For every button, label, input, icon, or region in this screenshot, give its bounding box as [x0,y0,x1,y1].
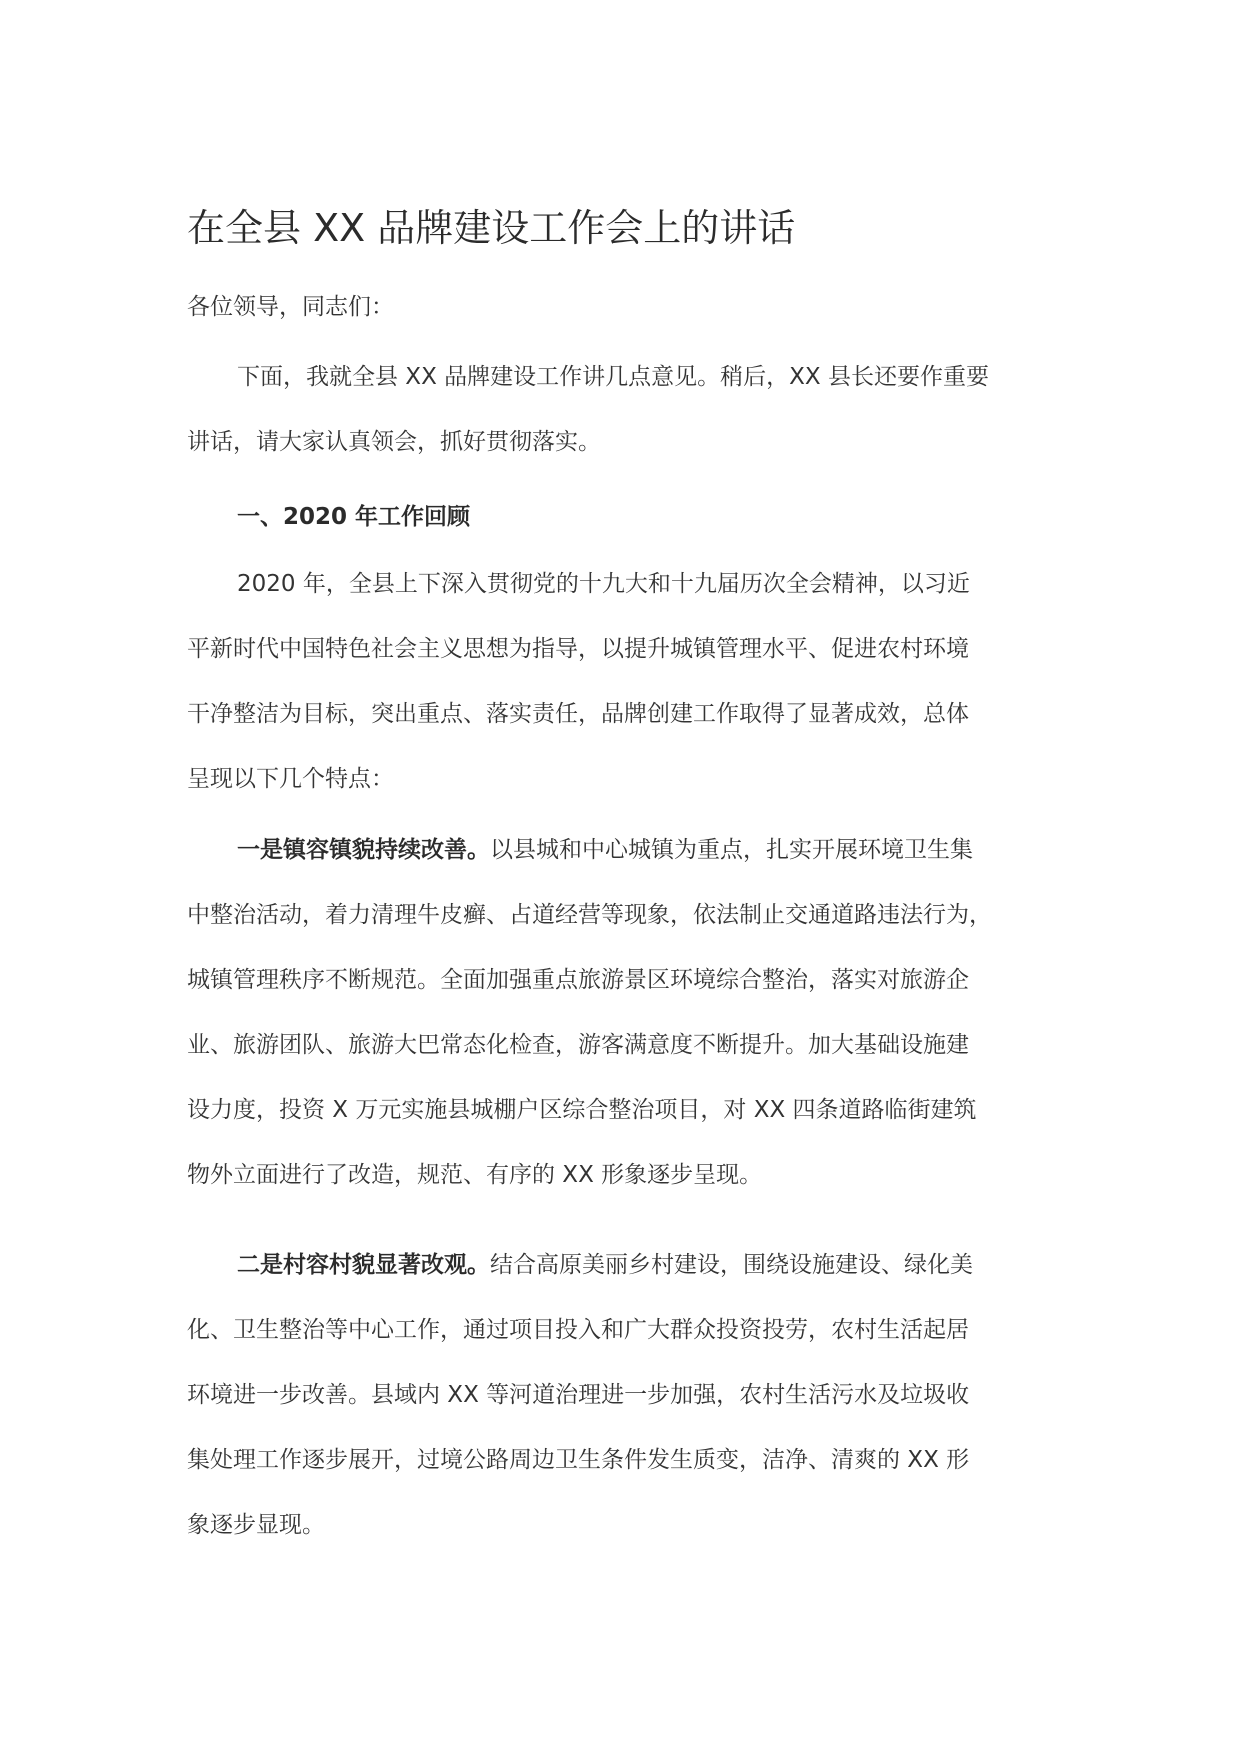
review-paragraph [187,552,1067,812]
intro-paragraph [187,345,1067,475]
review-line: 平新时代中国特色社会主义思想为指导，以提升城镇管理水平、促进农村环境 [187,636,969,662]
point-one-lead: 一是镇容镇貌持续改善。 [237,837,490,863]
point-one-line: 业、旅游团队、旅游大巴常态化检查，游客满意度不断提升。加大基础设施建 [187,1032,969,1058]
intro-line: 下面，我就全县 XX 品牌建设工作讲几点意见。稍后，XX 县长还要作重要 [237,364,989,390]
point-two-line: 集处理工作逐步展开，过境公路周边卫生条件发生质变，洁净、清爽的 XX 形 [187,1447,970,1473]
review-line: 2020 年，全县上下深入贯彻党的十九大和十九届历次全会精神，以习近 [237,571,970,597]
review-line: 干净整洁为目标，突出重点、落实责任，品牌创建工作取得了显著成效，总体 [187,701,969,727]
point-two-first-line [187,1233,1067,1298]
point-one-first-line-text: 以县城和中心城镇为重点，扎实开展环境卫生集 [490,837,973,863]
point-one-paragraph [187,818,1067,1208]
point-two-line: 象逐步显现。 [187,1512,325,1538]
point-one-line: 设力度，投资 X 万元实施县城棚户区综合整治项目，对 XX 四条道路临街建筑 [187,1097,977,1123]
document-title: 在全县 XX 品牌建设工作会上的讲话 [187,206,796,250]
point-one-line: 城镇管理秩序不断规范。全面加强重点旅游景区环境综合整治，落实对旅游企 [187,967,969,993]
point-two-line: 化、卫生整治等中心工作，通过项目投入和广大群众投资投劳，农村生活起居 [187,1317,969,1343]
point-two-first-line-text: 结合高原美丽乡村建设，围绕设施建设、绿化美 [490,1252,973,1278]
point-two-lead: 二是村容村貌显著改观。 [237,1252,490,1278]
intro-line: 讲话，请大家认真领会，抓好贯彻落实。 [187,429,601,455]
greeting: 各位领导，同志们： [187,294,394,320]
review-line: 呈现以下几个特点： [187,766,394,792]
point-one-line: 物外立面进行了改造，规范、有序的 XX 形象逐步呈现。 [187,1162,763,1188]
point-one-first-line [187,818,1067,883]
point-two-line: 环境进一步改善。县域内 XX 等河道治理进一步加强，农村生活污水及垃圾收 [187,1382,970,1408]
point-one-line: 中整治活动，着力清理牛皮癣、占道经营等现象，依法制止交通道路违法行为， [187,902,992,928]
section-heading: 一、2020 年工作回顾 [237,504,471,530]
point-two-paragraph [187,1233,1067,1558]
